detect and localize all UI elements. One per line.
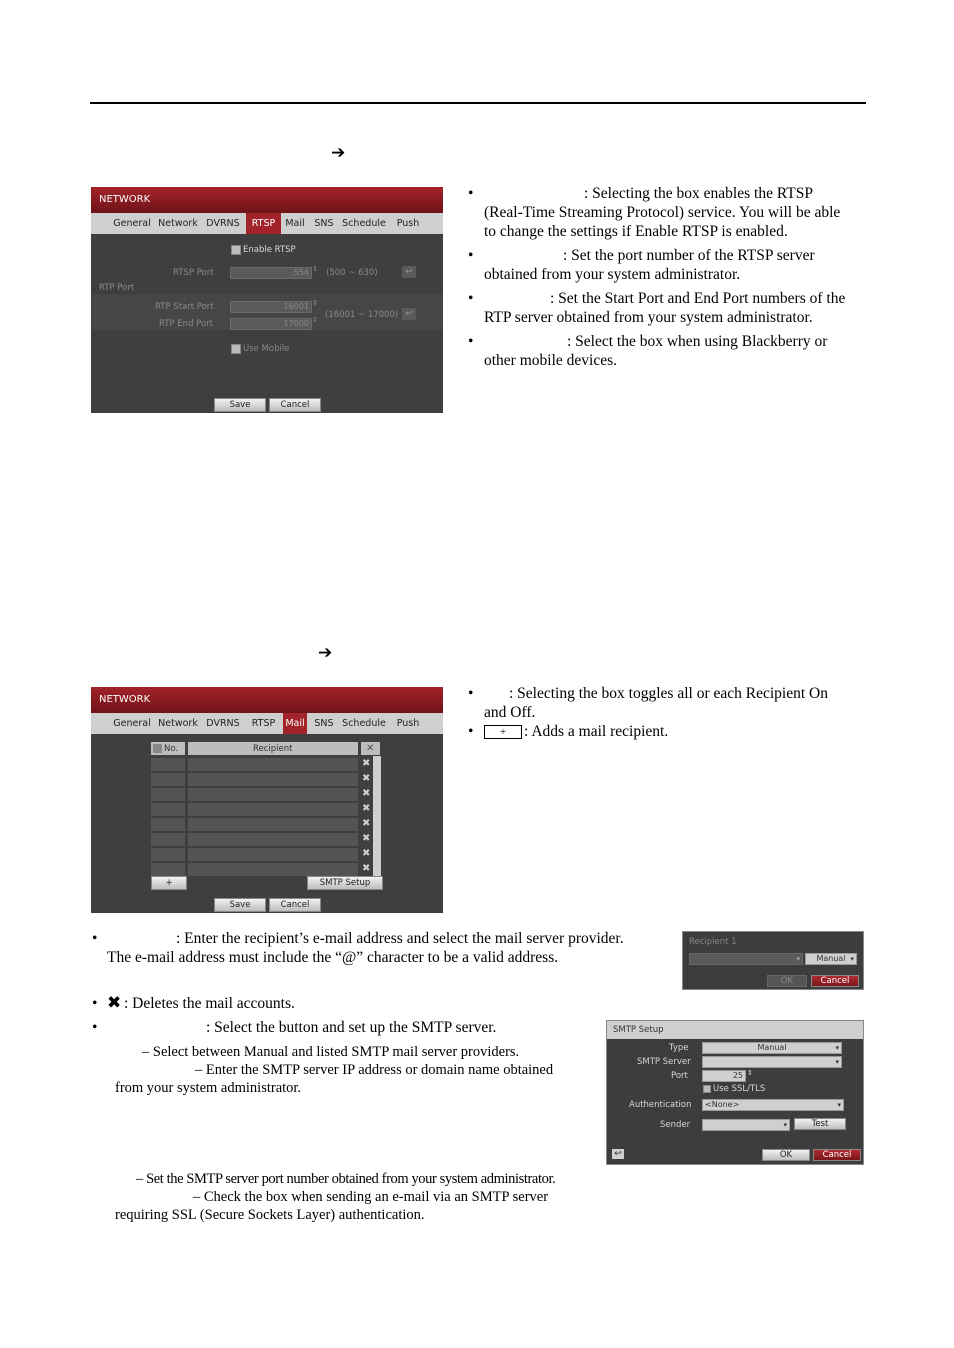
tab-bar bbox=[91, 713, 443, 734]
delete-all-icon[interactable]: ✕ bbox=[366, 743, 375, 754]
use-mobile-checkbox[interactable] bbox=[231, 344, 241, 354]
recipient-desc: : Enter the recipient’s e-mail address and select the mail server provider. bbox=[176, 930, 624, 947]
smtp-server-desc: – Enter the SMTP server IP address or domain name obtained bbox=[195, 1062, 554, 1078]
authentication-dropdown[interactable] bbox=[702, 1099, 844, 1111]
port-label: Port bbox=[671, 1071, 688, 1081]
sender-field[interactable] bbox=[702, 1119, 790, 1131]
smtp-popup-title: SMTP Setup bbox=[607, 1021, 863, 1039]
bullet-icon: • bbox=[468, 185, 474, 202]
recipient-field[interactable] bbox=[188, 833, 358, 846]
recipient-field[interactable] bbox=[188, 788, 358, 801]
list-item bbox=[151, 818, 185, 831]
bullet-icon: • bbox=[468, 333, 474, 350]
rtsp-port-range: (500 ~ 630) bbox=[326, 268, 378, 278]
rtp-end-label: RTP End Port bbox=[159, 319, 214, 329]
col-no-label: No. bbox=[164, 744, 179, 754]
chevron-down-icon: ▾ bbox=[850, 955, 854, 963]
use-mobile-desc: : Select the box when using Blackberry or bbox=[567, 333, 828, 350]
tab-general[interactable]: General bbox=[113, 718, 151, 729]
enable-rtsp-label: Enable RTSP bbox=[243, 245, 296, 255]
recipient-field[interactable] bbox=[188, 773, 358, 786]
enable-rtsp-desc: : Selecting the box enables the RTSP bbox=[584, 185, 813, 202]
toggle-recipients-desc-2: and Off. bbox=[484, 704, 536, 721]
use-mobile-label: Use Mobile bbox=[243, 344, 290, 354]
delete-icon: ✖ bbox=[107, 993, 122, 1013]
tab-push[interactable]: Push bbox=[396, 718, 420, 729]
list-item bbox=[151, 758, 185, 771]
cancel-button[interactable]: Cancel bbox=[811, 975, 859, 987]
delete-icon[interactable]: ✖ bbox=[362, 773, 371, 784]
smtp-server-label: SMTP Server bbox=[637, 1057, 691, 1067]
tab-push[interactable]: Push bbox=[396, 218, 420, 229]
bullet-icon: • bbox=[92, 930, 98, 947]
rtp-start-stepper[interactable]: ⇕ bbox=[312, 299, 318, 307]
rtp-end-stepper[interactable]: ⇕ bbox=[312, 316, 318, 324]
tab-network[interactable]: Network bbox=[158, 718, 198, 729]
tab-mail[interactable]: Mail bbox=[285, 218, 305, 229]
recipient-desc-2: The e-mail address must include the “@” character to be a valid address. bbox=[107, 949, 559, 966]
delete-icon[interactable]: ✖ bbox=[362, 803, 371, 814]
recipient-field[interactable] bbox=[188, 818, 358, 831]
ok-button[interactable]: OK bbox=[762, 1149, 810, 1161]
tab-general[interactable]: General bbox=[113, 218, 151, 229]
tab-bar bbox=[91, 213, 443, 234]
delete-icon[interactable]: ✖ bbox=[362, 758, 371, 769]
reset-icon[interactable]: ↩ bbox=[402, 266, 416, 278]
tab-rtsp[interactable]: RTSP bbox=[246, 213, 281, 234]
tab-schedule[interactable]: Schedule bbox=[342, 718, 386, 729]
recipient-field[interactable] bbox=[188, 863, 358, 876]
list-item bbox=[151, 863, 185, 876]
panel-body bbox=[91, 234, 443, 413]
rtp-port-desc: : Set the Start Port and End Port numbers of the bbox=[550, 290, 846, 307]
save-button[interactable]: Save bbox=[214, 398, 266, 412]
delete-icon[interactable]: ✖ bbox=[362, 833, 371, 844]
rtp-end-field[interactable]: 17000 bbox=[230, 318, 312, 330]
smtp-ssl-desc: – Check the box when sending an e-mail via an SMTP server bbox=[193, 1189, 549, 1205]
col-recipient-label: Recipient bbox=[253, 744, 293, 754]
select-all-checkbox[interactable] bbox=[153, 744, 162, 753]
enable-rtsp-desc-3: to change the settings if Enable RTSP is enabled. bbox=[484, 223, 788, 240]
tab-sns[interactable]: SNS bbox=[314, 718, 334, 729]
rtp-port-desc-2: RTP server obtained from your system administrator. bbox=[484, 309, 813, 326]
smtp-setup-button[interactable]: SMTP Setup bbox=[307, 876, 383, 890]
rtsp-settings-panel bbox=[91, 187, 443, 413]
chevron-down-icon: ▾ bbox=[783, 1121, 787, 1129]
back-icon[interactable]: ↩ bbox=[612, 1149, 624, 1159]
recipient-popup-title: Recipient 1 bbox=[689, 937, 737, 947]
save-button[interactable]: Save bbox=[214, 898, 266, 912]
authentication-value: <None> bbox=[705, 1100, 740, 1109]
recipient-popup bbox=[682, 931, 864, 990]
port-field[interactable]: 25 bbox=[702, 1070, 746, 1082]
recipient-field[interactable] bbox=[188, 758, 358, 771]
smtp-type-desc: – Select between Manual and listed SMTP mail server providers. bbox=[142, 1044, 520, 1060]
use-mobile-desc-2: other mobile devices. bbox=[484, 352, 617, 369]
smtp-setup-desc: : Select the button and set up the SMTP server. bbox=[206, 1019, 497, 1036]
recipient-field[interactable] bbox=[188, 848, 358, 861]
panel-body bbox=[91, 734, 443, 913]
list-item bbox=[151, 833, 185, 846]
panel-title: NETWORK bbox=[91, 687, 443, 713]
mail-provider-dropdown[interactable] bbox=[805, 953, 857, 965]
panel-title: NETWORK bbox=[91, 187, 443, 213]
bullet-icon: • bbox=[468, 685, 474, 702]
header-rule bbox=[90, 102, 866, 104]
tab-sns[interactable]: SNS bbox=[314, 218, 334, 229]
rtp-port-label: RTP Port bbox=[99, 283, 135, 293]
rtsp-port-desc: : Set the port number of the RTSP server bbox=[563, 247, 815, 264]
bullet-icon: • bbox=[92, 1019, 98, 1036]
rtp-range: (16001 ~ 17000) bbox=[325, 310, 399, 320]
smtp-server-field[interactable] bbox=[702, 1056, 842, 1068]
smtp-setup-popup bbox=[606, 1020, 864, 1165]
list-item bbox=[151, 773, 185, 786]
smtp-ssl-desc-2: requiring SSL (Secure Sockets Layer) authentication. bbox=[115, 1207, 425, 1223]
provider-value: Manual bbox=[816, 954, 846, 963]
type-dropdown[interactable] bbox=[702, 1042, 842, 1054]
authentication-label: Authentication bbox=[629, 1100, 692, 1110]
arrow-right-icon: ➔ bbox=[318, 643, 333, 663]
chevron-down-icon: ▾ bbox=[835, 1044, 839, 1052]
recipient-email-field[interactable]: ▾ bbox=[689, 953, 803, 965]
chevron-down-icon: ▾ bbox=[835, 1058, 839, 1066]
tab-rtsp[interactable]: RTSP bbox=[251, 718, 276, 729]
chevron-down-icon: ▾ bbox=[837, 1101, 841, 1109]
list-item bbox=[151, 803, 185, 816]
smtp-server-desc-2: from your system administrator. bbox=[115, 1080, 302, 1096]
enable-rtsp-desc-2: (Real-Time Streaming Protocol) service. You will be able bbox=[484, 204, 841, 221]
rtsp-port-label: RTSP Port bbox=[173, 268, 214, 278]
delete-icon[interactable]: ✖ bbox=[362, 788, 371, 799]
delete-icon[interactable]: ✖ bbox=[362, 848, 371, 859]
bullet-icon: • bbox=[468, 723, 474, 740]
add-button-glyph: + bbox=[484, 725, 522, 739]
rtsp-port-desc-2: obtained from your system administrator. bbox=[484, 266, 741, 283]
ok-button[interactable]: OK bbox=[767, 975, 807, 987]
delete-desc: : Deletes the mail accounts. bbox=[124, 995, 295, 1012]
tab-dvrns[interactable]: DVRNS bbox=[206, 218, 240, 229]
scrollbar[interactable] bbox=[373, 756, 381, 876]
list-item bbox=[151, 848, 185, 861]
cancel-button[interactable]: Cancel bbox=[269, 398, 321, 412]
toggle-recipients-desc: : Selecting the box toggles all or each Recipient On bbox=[509, 685, 828, 702]
tab-network[interactable]: Network bbox=[158, 218, 198, 229]
bullet-icon: • bbox=[468, 290, 474, 307]
use-ssl-label: Use SSL/TLS bbox=[713, 1084, 766, 1094]
add-recipient-desc bbox=[484, 722, 668, 741]
delete-icon[interactable]: ✖ bbox=[362, 863, 371, 874]
recipient-field[interactable] bbox=[188, 803, 358, 816]
tab-dvrns[interactable]: DVRNS bbox=[206, 718, 240, 729]
add-recipient-text: : Adds a mail recipient. bbox=[524, 723, 669, 740]
enable-rtsp-checkbox[interactable] bbox=[231, 245, 241, 255]
rtsp-port-stepper[interactable]: ⇕ bbox=[312, 265, 318, 273]
rtp-start-label: RTP Start Port bbox=[155, 302, 214, 312]
reset-icon[interactable]: ↩ bbox=[402, 308, 416, 320]
rtsp-port-field[interactable]: 554 bbox=[230, 267, 312, 279]
port-stepper[interactable]: ⇕ bbox=[747, 1069, 753, 1077]
smtp-port-desc: – Set the SMTP server port number obtained from your system administrator. bbox=[136, 1171, 556, 1187]
mail-settings-panel bbox=[91, 687, 443, 913]
type-value: Manual bbox=[757, 1043, 787, 1052]
add-recipient-button[interactable]: + bbox=[151, 876, 187, 890]
cancel-button[interactable]: Cancel bbox=[269, 898, 321, 912]
bullet-icon: • bbox=[468, 247, 474, 264]
arrow-right-icon: ➔ bbox=[331, 143, 346, 163]
test-button[interactable]: Test bbox=[794, 1118, 846, 1130]
type-label: Type bbox=[669, 1043, 689, 1053]
use-ssl-checkbox[interactable] bbox=[703, 1085, 711, 1093]
bullet-icon: • bbox=[92, 995, 98, 1012]
tab-schedule[interactable]: Schedule bbox=[342, 218, 386, 229]
list-item bbox=[151, 788, 185, 801]
delete-icon[interactable]: ✖ bbox=[362, 818, 371, 829]
tab-mail[interactable]: Mail bbox=[283, 713, 307, 734]
cancel-button[interactable]: Cancel bbox=[813, 1149, 861, 1161]
rtp-start-field[interactable]: 16001 bbox=[230, 301, 312, 313]
sender-label: Sender bbox=[660, 1120, 691, 1130]
